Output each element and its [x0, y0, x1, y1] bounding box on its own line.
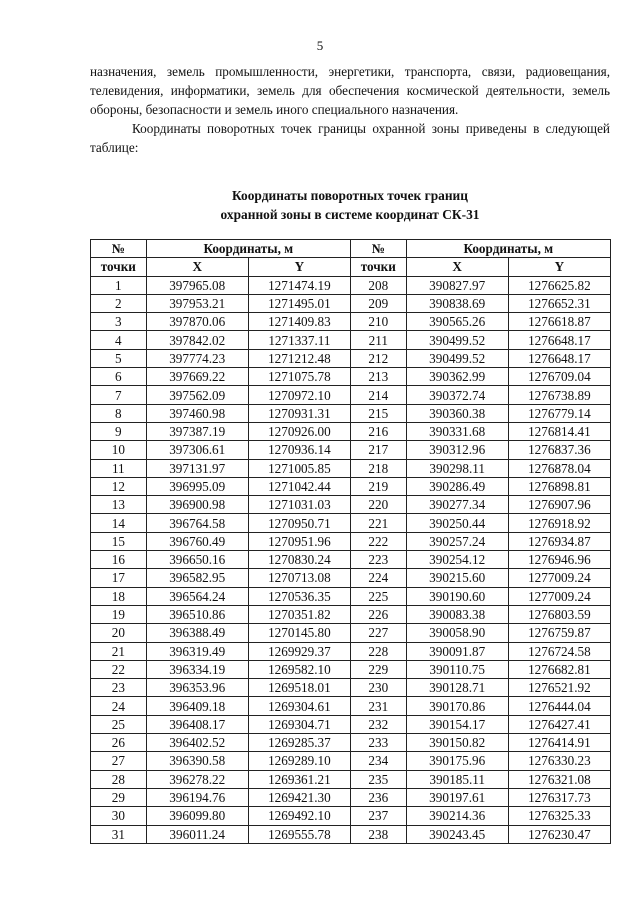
table-row — [91, 660, 611, 678]
point-number-right: 235 — [350, 770, 406, 788]
x-coordinate-left: 396408.17 — [146, 715, 248, 733]
x-coordinate-left: 396334.19 — [146, 660, 248, 678]
y-coordinate-right: 1276814.41 — [508, 422, 610, 440]
table-row — [91, 331, 611, 349]
x-coordinate-right: 390128.71 — [406, 679, 508, 697]
point-number-left: 22 — [91, 660, 147, 678]
x-coordinate-left: 397669.22 — [146, 368, 248, 386]
point-number-right: 231 — [350, 697, 406, 715]
point-number-right: 223 — [350, 551, 406, 569]
point-number-right: 212 — [350, 349, 406, 367]
point-number-left: 2 — [91, 294, 147, 312]
table-row — [91, 404, 611, 422]
x-coordinate-left: 396319.49 — [146, 642, 248, 660]
table-title-line-1: Координаты поворотных точек границ — [232, 188, 468, 203]
table-row — [91, 313, 611, 331]
y-coordinate-right: 1276625.82 — [508, 276, 610, 294]
x-coordinate-left: 396510.86 — [146, 605, 248, 623]
x-coordinate-right: 390499.52 — [406, 331, 508, 349]
coordinates-table — [90, 239, 611, 844]
table-row — [91, 514, 611, 532]
header-x-right: X — [406, 258, 508, 276]
point-number-right: 225 — [350, 587, 406, 605]
y-coordinate-left: 1269285.37 — [248, 734, 350, 752]
x-coordinate-right: 390170.86 — [406, 697, 508, 715]
y-coordinate-left: 1270951.96 — [248, 532, 350, 550]
point-number-right: 213 — [350, 368, 406, 386]
page-number: 5 — [316, 38, 324, 53]
point-number-right: 219 — [350, 477, 406, 495]
y-coordinate-right: 1276618.87 — [508, 313, 610, 331]
x-coordinate-right: 390362.99 — [406, 368, 508, 386]
table-row — [91, 807, 611, 825]
table-row — [91, 496, 611, 514]
x-coordinate-right: 390250.44 — [406, 514, 508, 532]
point-number-left: 18 — [91, 587, 147, 605]
point-number-left: 21 — [91, 642, 147, 660]
x-coordinate-right: 390058.90 — [406, 624, 508, 642]
y-coordinate-left: 1269518.01 — [248, 679, 350, 697]
y-coordinate-left: 1271005.85 — [248, 459, 350, 477]
table-title-line-2: охранной зоны в системе координат СК-31 — [220, 207, 480, 222]
y-coordinate-left: 1270950.71 — [248, 514, 350, 532]
point-number-right: 217 — [350, 441, 406, 459]
table-row — [91, 788, 611, 806]
header-coordinates-right: Координаты, м — [406, 240, 610, 258]
point-number-right: 210 — [350, 313, 406, 331]
y-coordinate-right: 1276946.96 — [508, 551, 610, 569]
y-coordinate-right: 1276330.23 — [508, 752, 610, 770]
point-number-left: 8 — [91, 404, 147, 422]
y-coordinate-left: 1269304.61 — [248, 697, 350, 715]
y-coordinate-right: 1276325.33 — [508, 807, 610, 825]
y-coordinate-left: 1269304.71 — [248, 715, 350, 733]
point-number-right: 214 — [350, 386, 406, 404]
x-coordinate-right: 390312.96 — [406, 441, 508, 459]
x-coordinate-right: 390286.49 — [406, 477, 508, 495]
x-coordinate-left: 397131.97 — [146, 459, 248, 477]
y-coordinate-right: 1276878.04 — [508, 459, 610, 477]
table-row — [91, 697, 611, 715]
point-number-right: 237 — [350, 807, 406, 825]
y-coordinate-right: 1276898.81 — [508, 477, 610, 495]
x-coordinate-right: 390091.87 — [406, 642, 508, 660]
header-no-left: № — [91, 240, 147, 258]
point-number-right: 215 — [350, 404, 406, 422]
x-coordinate-left: 396011.24 — [146, 825, 248, 843]
x-coordinate-left: 396564.24 — [146, 587, 248, 605]
point-number-right: 234 — [350, 752, 406, 770]
y-coordinate-left: 1269492.10 — [248, 807, 350, 825]
y-coordinate-left: 1270931.31 — [248, 404, 350, 422]
table-row — [91, 551, 611, 569]
y-coordinate-right: 1276724.58 — [508, 642, 610, 660]
x-coordinate-right: 390360.38 — [406, 404, 508, 422]
point-number-left: 4 — [91, 331, 147, 349]
table-row — [91, 605, 611, 623]
header-x-left: X — [146, 258, 248, 276]
intro-text — [90, 62, 610, 157]
y-coordinate-left: 1271337.11 — [248, 331, 350, 349]
table-row — [91, 624, 611, 642]
header-no-right: № — [350, 240, 406, 258]
header-coordinates-left: Координаты, м — [146, 240, 350, 258]
x-coordinate-right: 390214.36 — [406, 807, 508, 825]
x-coordinate-right: 390827.97 — [406, 276, 508, 294]
point-number-right: 209 — [350, 294, 406, 312]
table-body — [91, 276, 611, 843]
x-coordinate-left: 396390.58 — [146, 752, 248, 770]
point-number-right: 216 — [350, 422, 406, 440]
y-coordinate-right: 1276521.92 — [508, 679, 610, 697]
point-number-right: 228 — [350, 642, 406, 660]
y-coordinate-right: 1276759.87 — [508, 624, 610, 642]
x-coordinate-right: 390110.75 — [406, 660, 508, 678]
y-coordinate-right: 1276230.47 — [508, 825, 610, 843]
table-row — [91, 276, 611, 294]
y-coordinate-right: 1276837.36 — [508, 441, 610, 459]
table-row — [91, 770, 611, 788]
point-number-left: 1 — [91, 276, 147, 294]
y-coordinate-right: 1276907.96 — [508, 496, 610, 514]
y-coordinate-left: 1270936.14 — [248, 441, 350, 459]
y-coordinate-left: 1271409.83 — [248, 313, 350, 331]
point-number-left: 13 — [91, 496, 147, 514]
y-coordinate-left: 1269421.30 — [248, 788, 350, 806]
x-coordinate-right: 390215.60 — [406, 569, 508, 587]
y-coordinate-right: 1276652.31 — [508, 294, 610, 312]
point-number-left: 27 — [91, 752, 147, 770]
y-coordinate-left: 1271495.01 — [248, 294, 350, 312]
x-coordinate-right: 390150.82 — [406, 734, 508, 752]
table-row — [91, 294, 611, 312]
point-number-left: 20 — [91, 624, 147, 642]
x-coordinate-right: 390197.61 — [406, 788, 508, 806]
point-number-right: 221 — [350, 514, 406, 532]
x-coordinate-right: 390499.52 — [406, 349, 508, 367]
y-coordinate-left: 1270830.24 — [248, 551, 350, 569]
x-coordinate-left: 396194.76 — [146, 788, 248, 806]
table-header-row-1 — [91, 240, 611, 258]
x-coordinate-right: 390243.45 — [406, 825, 508, 843]
x-coordinate-right: 390331.68 — [406, 422, 508, 440]
x-coordinate-left: 396402.52 — [146, 734, 248, 752]
y-coordinate-left: 1271474.19 — [248, 276, 350, 294]
table-row — [91, 734, 611, 752]
y-coordinate-left: 1270145.80 — [248, 624, 350, 642]
x-coordinate-left: 397460.98 — [146, 404, 248, 422]
point-number-right: 233 — [350, 734, 406, 752]
y-coordinate-left: 1271075.78 — [248, 368, 350, 386]
x-coordinate-right: 390190.60 — [406, 587, 508, 605]
point-number-right: 208 — [350, 276, 406, 294]
y-coordinate-right: 1277009.24 — [508, 569, 610, 587]
y-coordinate-left: 1270926.00 — [248, 422, 350, 440]
header-point-right: точки — [350, 258, 406, 276]
x-coordinate-left: 397774.23 — [146, 349, 248, 367]
point-number-left: 29 — [91, 788, 147, 806]
intro-paragraph-2: Координаты поворотных точек границы охранной зоны приведены в следующей таблице: — [90, 121, 610, 155]
y-coordinate-right: 1276648.17 — [508, 331, 610, 349]
y-coordinate-left: 1271031.03 — [248, 496, 350, 514]
point-number-left: 5 — [91, 349, 147, 367]
point-number-right: 222 — [350, 532, 406, 550]
point-number-right: 211 — [350, 331, 406, 349]
point-number-right: 218 — [350, 459, 406, 477]
x-coordinate-right: 390083.38 — [406, 605, 508, 623]
table-row — [91, 422, 611, 440]
point-number-left: 26 — [91, 734, 147, 752]
x-coordinate-left: 396900.98 — [146, 496, 248, 514]
point-number-left: 12 — [91, 477, 147, 495]
point-number-left: 11 — [91, 459, 147, 477]
y-coordinate-right: 1276427.41 — [508, 715, 610, 733]
x-coordinate-left: 396353.96 — [146, 679, 248, 697]
table-row — [91, 642, 611, 660]
x-coordinate-left: 396582.95 — [146, 569, 248, 587]
y-coordinate-right: 1276709.04 — [508, 368, 610, 386]
point-number-right: 220 — [350, 496, 406, 514]
y-coordinate-right: 1277009.24 — [508, 587, 610, 605]
point-number-left: 14 — [91, 514, 147, 532]
table-row — [91, 349, 611, 367]
table-row — [91, 477, 611, 495]
y-coordinate-right: 1276317.73 — [508, 788, 610, 806]
y-coordinate-right: 1276934.87 — [508, 532, 610, 550]
table-row — [91, 441, 611, 459]
intro-paragraph-1: назначения, земель промышленности, энергетики, транспорта, связи, радиовещания, телевидения, информатики, земель для обеспечения космической деятельности, земель обороны, безопасности и земель иного специального назначения. — [90, 64, 610, 117]
x-coordinate-right: 390175.96 — [406, 752, 508, 770]
point-number-left: 15 — [91, 532, 147, 550]
x-coordinate-right: 390154.17 — [406, 715, 508, 733]
point-number-left: 23 — [91, 679, 147, 697]
x-coordinate-left: 396388.49 — [146, 624, 248, 642]
point-number-right: 238 — [350, 825, 406, 843]
point-number-right: 229 — [350, 660, 406, 678]
point-number-left: 7 — [91, 386, 147, 404]
x-coordinate-left: 397387.19 — [146, 422, 248, 440]
x-coordinate-right: 390277.34 — [406, 496, 508, 514]
x-coordinate-left: 396099.80 — [146, 807, 248, 825]
point-number-right: 236 — [350, 788, 406, 806]
x-coordinate-right: 390838.69 — [406, 294, 508, 312]
point-number-right: 224 — [350, 569, 406, 587]
point-number-right: 226 — [350, 605, 406, 623]
x-coordinate-right: 390298.11 — [406, 459, 508, 477]
y-coordinate-right: 1276414.91 — [508, 734, 610, 752]
x-coordinate-right: 390257.24 — [406, 532, 508, 550]
point-number-left: 17 — [91, 569, 147, 587]
table-row — [91, 459, 611, 477]
y-coordinate-left: 1269555.78 — [248, 825, 350, 843]
header-point-left: точки — [91, 258, 147, 276]
header-y-left: Y — [248, 258, 350, 276]
x-coordinate-left: 396995.09 — [146, 477, 248, 495]
y-coordinate-left: 1271042.44 — [248, 477, 350, 495]
y-coordinate-right: 1276738.89 — [508, 386, 610, 404]
x-coordinate-left: 397306.61 — [146, 441, 248, 459]
point-number-left: 28 — [91, 770, 147, 788]
y-coordinate-right: 1276648.17 — [508, 349, 610, 367]
table-row — [91, 368, 611, 386]
y-coordinate-left: 1270536.35 — [248, 587, 350, 605]
point-number-left: 31 — [91, 825, 147, 843]
x-coordinate-right: 390372.74 — [406, 386, 508, 404]
table-title — [90, 186, 610, 224]
point-number-left: 9 — [91, 422, 147, 440]
x-coordinate-left: 397562.09 — [146, 386, 248, 404]
point-number-right: 230 — [350, 679, 406, 697]
y-coordinate-left: 1271212.48 — [248, 349, 350, 367]
point-number-left: 24 — [91, 697, 147, 715]
table-row — [91, 587, 611, 605]
point-number-left: 16 — [91, 551, 147, 569]
x-coordinate-left: 396764.58 — [146, 514, 248, 532]
point-number-right: 227 — [350, 624, 406, 642]
table-row — [91, 569, 611, 587]
table-row — [91, 752, 611, 770]
point-number-left: 25 — [91, 715, 147, 733]
point-number-right: 232 — [350, 715, 406, 733]
table-row — [91, 679, 611, 697]
x-coordinate-left: 397870.06 — [146, 313, 248, 331]
y-coordinate-left: 1269361.21 — [248, 770, 350, 788]
x-coordinate-left: 396278.22 — [146, 770, 248, 788]
x-coordinate-right: 390254.12 — [406, 551, 508, 569]
y-coordinate-right: 1276918.92 — [508, 514, 610, 532]
y-coordinate-left: 1270972.10 — [248, 386, 350, 404]
table-row — [91, 715, 611, 733]
y-coordinate-left: 1269929.37 — [248, 642, 350, 660]
y-coordinate-right: 1276682.81 — [508, 660, 610, 678]
point-number-left: 3 — [91, 313, 147, 331]
y-coordinate-left: 1269289.10 — [248, 752, 350, 770]
x-coordinate-right: 390185.11 — [406, 770, 508, 788]
y-coordinate-left: 1270351.82 — [248, 605, 350, 623]
x-coordinate-right: 390565.26 — [406, 313, 508, 331]
y-coordinate-right: 1276803.59 — [508, 605, 610, 623]
table-header-row-2 — [91, 258, 611, 276]
y-coordinate-right: 1276779.14 — [508, 404, 610, 422]
x-coordinate-left: 397965.08 — [146, 276, 248, 294]
point-number-left: 6 — [91, 368, 147, 386]
y-coordinate-right: 1276321.08 — [508, 770, 610, 788]
table-row — [91, 532, 611, 550]
x-coordinate-left: 396760.49 — [146, 532, 248, 550]
y-coordinate-left: 1270713.08 — [248, 569, 350, 587]
x-coordinate-left: 396409.18 — [146, 697, 248, 715]
x-coordinate-left: 397842.02 — [146, 331, 248, 349]
x-coordinate-left: 396650.16 — [146, 551, 248, 569]
table-row — [91, 386, 611, 404]
x-coordinate-left: 397953.21 — [146, 294, 248, 312]
table-row — [91, 825, 611, 843]
y-coordinate-right: 1276444.04 — [508, 697, 610, 715]
point-number-left: 10 — [91, 441, 147, 459]
point-number-left: 19 — [91, 605, 147, 623]
header-y-right: Y — [508, 258, 610, 276]
point-number-left: 30 — [91, 807, 147, 825]
y-coordinate-left: 1269582.10 — [248, 660, 350, 678]
